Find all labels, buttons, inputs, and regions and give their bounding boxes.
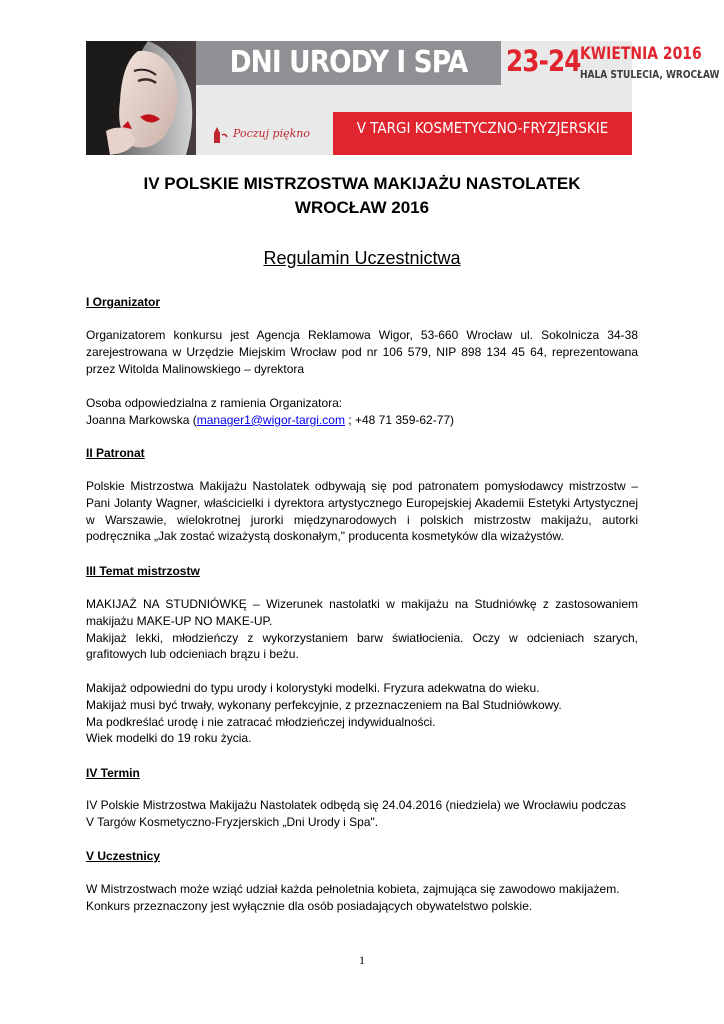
section-heading-temat: III Temat mistrzostw bbox=[86, 564, 200, 578]
text-line: Pani Jolanty Wagner, właścicielki i dyrektora artystycznego Europejskiej Akademii Estetyki Artystycznej bbox=[86, 495, 638, 510]
paragraph-organizator bbox=[86, 327, 638, 377]
page-number: 1 bbox=[359, 953, 365, 967]
text-line: zarejestrowana w Urzędzie Miejskim Wrocław pod nr 106 579, NIP 898 134 45 64, reprezentowana bbox=[86, 344, 638, 359]
text-line: Konkurs przeznaczony jest wyłącznie dla osób posiadających obywatelstwo polskie. bbox=[86, 898, 533, 913]
banner-fair-text: V TARGI KOSMETYCZNO-FRYZJERSKIE bbox=[356, 119, 609, 137]
contact-phone: ; +48 71 359-62-77) bbox=[344, 412, 455, 427]
section-heading-termin: IV Termin bbox=[86, 766, 140, 780]
text-line: grafitowych lub odcieniach brązu i beżu. bbox=[86, 647, 299, 662]
text-line: Organizatorem konkursu jest Agencja Reklamowa Wigor, 53-660 Wrocław ul. Sokolnicza 34-38 bbox=[86, 328, 638, 342]
contact-email-link[interactable]: manager1@wigor-targi.com bbox=[196, 412, 345, 427]
paragraph-contact bbox=[86, 395, 638, 429]
banner-venue: HALA STULECIA, WROCŁAW bbox=[580, 68, 720, 81]
section-heading-uczestnicy: V Uczestnicy bbox=[86, 849, 161, 863]
poczuj-pieknto-logo bbox=[211, 125, 331, 145]
text-line: Makijaż odpowiedni do typu urody i kolorystyki modelki. Fryzura adekwatna do wieku. bbox=[86, 681, 540, 695]
contact-line bbox=[86, 412, 638, 429]
text-line: przez Witolda Malinowskiego – dyrektora bbox=[86, 361, 305, 376]
banner-dates: 23-24 bbox=[506, 44, 581, 78]
text-line: IV Polskie Mistrzostwa Makijażu Nastolatek odbędą się 24.04.2016 (niedziela) we Wrocławiu podczas bbox=[86, 798, 627, 812]
contact-name: Joanna Markowska ( bbox=[86, 412, 197, 427]
title-line-1: IV POLSKIE MISTRZOSTWA MAKIJAŻU NASTOLATEK bbox=[143, 174, 581, 193]
text-line: MAKIJAŻ NA STUDNIÓWKĘ – Wizerunek nastolatki w makijażu na Studniówkę z zastosowaniem bbox=[86, 597, 638, 611]
paragraph-termin bbox=[86, 797, 638, 831]
text-line: Makijaż musi być trwały, wykonany perfekcyjnie, z przeznaczeniem na Bal Studniówkowy. bbox=[86, 697, 562, 712]
text-line: makijażu MAKE-UP NO MAKE-UP. bbox=[86, 613, 273, 628]
text-line: Makijaż lekki, młodzieńczy z wykorzystaniem barw światłocienia. Oczy w odcieniach szarych, bbox=[86, 630, 638, 645]
text-line: V Targów Kosmetyczno-Fryzjerskich „Dni Urody i Spa". bbox=[86, 814, 379, 829]
text-line: Wiek modelki do 19 roku życia. bbox=[86, 731, 252, 746]
section-heading-organizator: I Organizator bbox=[86, 295, 161, 309]
paragraph-patronat bbox=[86, 478, 638, 545]
text-line: podręcznika „Jak zostać wizażystą doskonałym," producenta kosmetyków dla wizażystów. bbox=[86, 529, 564, 544]
document-subtitle: Regulamin Uczestnictwa bbox=[263, 248, 461, 268]
section-heading-patronat: II Patronat bbox=[86, 446, 145, 460]
contact-label: Osoba odpowiedzialna z ramienia Organizatora: bbox=[86, 396, 343, 410]
paragraph-temat-2 bbox=[86, 680, 638, 747]
banner-month: KWIETNIA 2016 bbox=[580, 44, 702, 64]
event-banner bbox=[86, 41, 720, 155]
banner-title: DNI URODY I SPA bbox=[229, 45, 468, 80]
logo-text: Poczuj piękno bbox=[233, 127, 310, 140]
banner-red-stripe bbox=[333, 144, 632, 155]
lipstick-icon bbox=[211, 125, 231, 145]
paragraph-temat-1 bbox=[86, 596, 638, 663]
text-line: Polskie Mistrzostwa Makijażu Nastolatek odbywają się pod patronatem pomysłodawcy mistrzostw – bbox=[86, 479, 638, 493]
banner-fair-bar bbox=[333, 112, 632, 144]
text-line: W Mistrzostwach może wziąć udział każda pełnoletnia kobieta, zajmująca się zawodowo makijażem. bbox=[86, 882, 620, 896]
title-line-2: WROCŁAW 2016 bbox=[294, 198, 430, 217]
text-line: w Warszawie, wielokrotnej jurorki międzynarodowych i polskich mistrzostw makijażu, autorki bbox=[86, 512, 638, 527]
model-photo bbox=[86, 41, 196, 155]
document-title bbox=[86, 172, 638, 220]
text-line: Ma podkreślać urodę i nie zatracać młodzieńczej indywidualności. bbox=[86, 714, 436, 729]
paragraph-uczestnicy bbox=[86, 881, 638, 915]
